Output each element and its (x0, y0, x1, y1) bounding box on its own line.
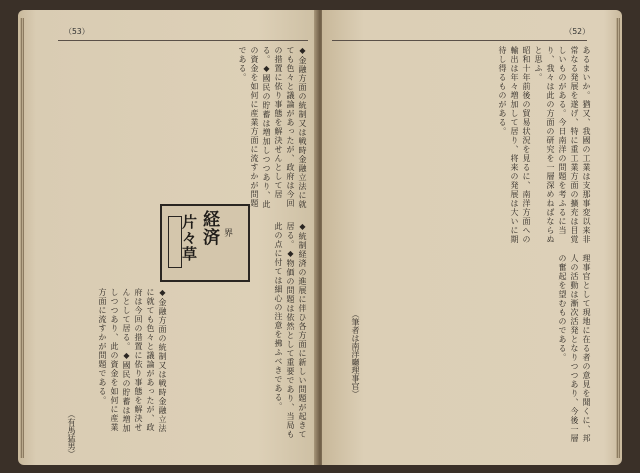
right-author-note: （筆者は南洋廳理事官） (351, 310, 360, 398)
column-heading-text-2: 界 (222, 228, 232, 237)
page-edge-right (616, 18, 620, 458)
right-middle-paragraph: 昭和十年前後の貿易状況を見るに、南洋方面への輸出は年々増加して居り、将来の発展は大いに期待し得るものがある。 (498, 46, 531, 244)
column-heading-text-1: 経済 (199, 210, 219, 246)
header-rule-right (332, 40, 587, 41)
page-number-left: （53） (64, 27, 90, 36)
left-page (18, 10, 318, 465)
author-signature: （有馬猛男） (67, 410, 76, 458)
page-number-right: （52） (564, 27, 590, 36)
left-bottom-text-right (178, 222, 308, 447)
page-edge-left (20, 18, 24, 458)
column-heading-text-3: 片々草 (180, 214, 198, 262)
left-top-paragraph: ◆金融方面の統制又は戦時金融立法に就ても色々と議論があったが、政府は今回の措置に依り事態を解決せんとして居る。◆國民の貯蓄は増加しつつあり、此の資金を如何に産業方面に流すかが問題である。 (238, 46, 307, 209)
header-rule-left (58, 40, 308, 41)
left-bottom-paragraph-2: ◆金融方面の統制又は戦時金融立法に就ても色々と議論があったが、政府は今回の措置に依り事態を解決せんとして居る。◆國民の貯蓄は増加しつつあり、此の資金を如何に産業方面に流すかが問題である。 (98, 288, 167, 433)
left-bottom-paragraph: ◆統制経済の進展に伴ひ各方面に新しい問題が起きて居る。◆物価の問題は依然として重要であり、当局も此の点に付ては細心の注意を拂ふべきである。 (274, 222, 307, 439)
right-bottom-paragraph: 理事官として現地に在る者の意見を聞くに、邦人の活動は漸次活発となりつつあり、今後一層の奮起を望むものである。 (558, 254, 591, 443)
right-top-paragraph: あるまいか。猶又、我國の工業は支那事変以来非常なる発展を遂げ、特に重工業方面の擴充は目覚しいものがある。今日南洋の問題を考ふるに当り、我々は此の方面の研究を一層深めねばならぬと思ふ。 (534, 46, 591, 244)
right-bottom-text (382, 254, 592, 444)
open-book-spread (18, 10, 622, 465)
right-page (322, 10, 622, 465)
left-top-text (58, 46, 308, 216)
right-top-text (342, 46, 592, 246)
